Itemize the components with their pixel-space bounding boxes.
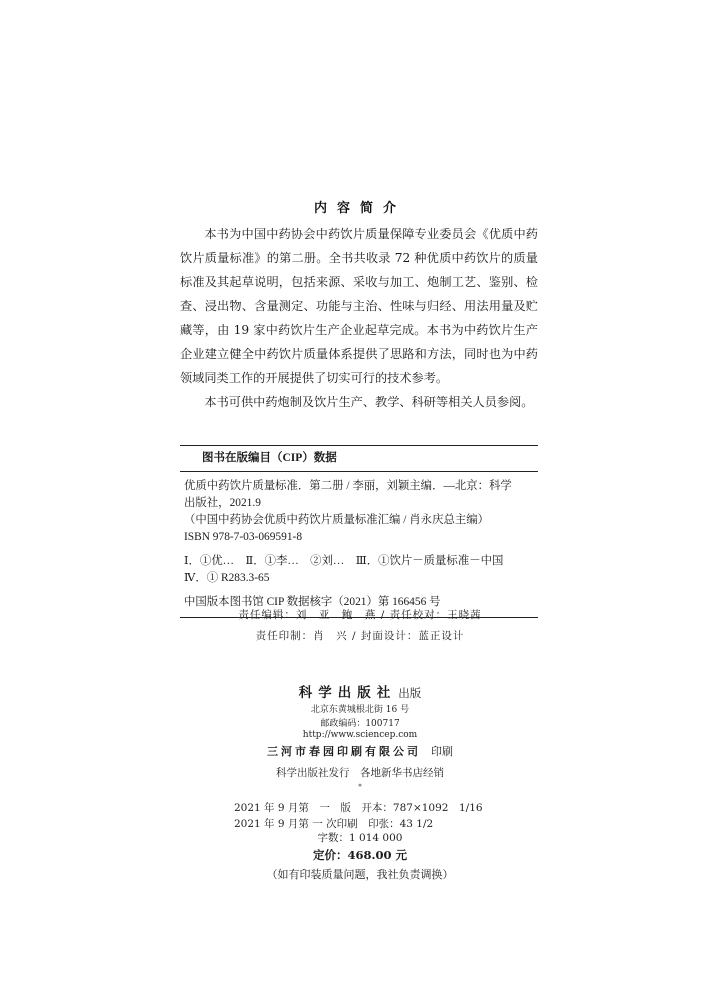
cip-data-block xyxy=(180,445,538,618)
cip-spacer xyxy=(184,587,538,594)
production-credits: 责任印制：肖 兴 / 封面设计：蓝正设计 xyxy=(255,630,465,642)
editor-credits: 责任编辑：刘 亚 鲍 燕 / 责任校对：王晓茜 xyxy=(238,609,482,621)
cip-line: Ⅰ．①优… Ⅱ．①李… ②刘… Ⅲ．①饮片－质量标准－中国 xyxy=(184,555,504,567)
publisher-postcode: 邮政编码：100717 xyxy=(320,719,400,729)
quality-note: （如有印装质量问题，我社负责调换） xyxy=(266,868,454,881)
character-count: 字数：1 014 000 xyxy=(317,832,403,844)
price: 定价：468.00 元 xyxy=(312,848,407,862)
cip-line: 出版社，2021.9 xyxy=(184,497,261,509)
cip-line: （中国中药协会优质中药饮片质量标准汇编 / 肖永庆总主编） xyxy=(184,514,490,526)
abstract-title: 内容简介 xyxy=(313,201,406,216)
publisher-address: 北京东黄城根北街 16 号 xyxy=(310,705,410,715)
abstract-paragraph-2: 本书可供中药炮制及饮片生产、教学、科研等相关人员参阅。 xyxy=(204,395,534,409)
cip-line: Ⅳ．① R283.3-65 xyxy=(184,572,270,584)
distribution-line: 科学出版社发行 各地新华书店经销 xyxy=(276,767,444,779)
cip-heading: 图书在版编目（CIP）数据 xyxy=(202,452,337,464)
publisher-name: 科学出版社 xyxy=(298,685,397,701)
printer-name: 三河市春园印刷有限公司 xyxy=(267,745,421,758)
separator-mark: * xyxy=(358,783,362,791)
publisher-verb: 出版 xyxy=(398,686,422,700)
publisher-website: http://www.sciencep.com xyxy=(302,730,418,740)
printer-line xyxy=(0,743,720,759)
printing-line: 2021 年 9 月第 一 次印刷 印张：43 1/2 xyxy=(234,818,434,830)
cip-line: 优质中药饮片质量标准．第二册 / 李丽，刘颖主编．—北京：科学 xyxy=(184,480,512,492)
cip-number: 中国版本图书馆 CIP 数据核字（2021）第 166456 号 xyxy=(184,596,441,608)
cip-divider xyxy=(180,471,538,472)
publisher-line xyxy=(0,681,720,701)
cip-isbn: ISBN 978-7-03-069591-8 xyxy=(184,531,303,543)
cip-entries xyxy=(180,478,538,611)
edition-line: 2021 年 9 月第 一 版 开本：787×1092 1/16 xyxy=(234,802,483,814)
abstract-body xyxy=(180,222,538,414)
cip-spacer xyxy=(184,546,538,553)
printer-verb: 印刷 xyxy=(431,745,453,758)
abstract-paragraph-1: 本书为中国中药协会中药饮片质量保障专业委员会《优质中药饮片质量标准》的第二册。全书共收录 72 种优质中药饮片的质量标准及其起草说明，包括来源、采收与加工、炮制工艺、鉴别、检查、浸出物、含量测定、功能与主治、性味与归经、用法用量及贮藏等，由 19 家中药饮片生产企业起草完成。本书为中药饮片生产企业建立健全中药饮片质量体系提供了思路和方法，同时也为中药领域同类工作的开展提供了切实可行的技术参考。 xyxy=(180,227,538,385)
